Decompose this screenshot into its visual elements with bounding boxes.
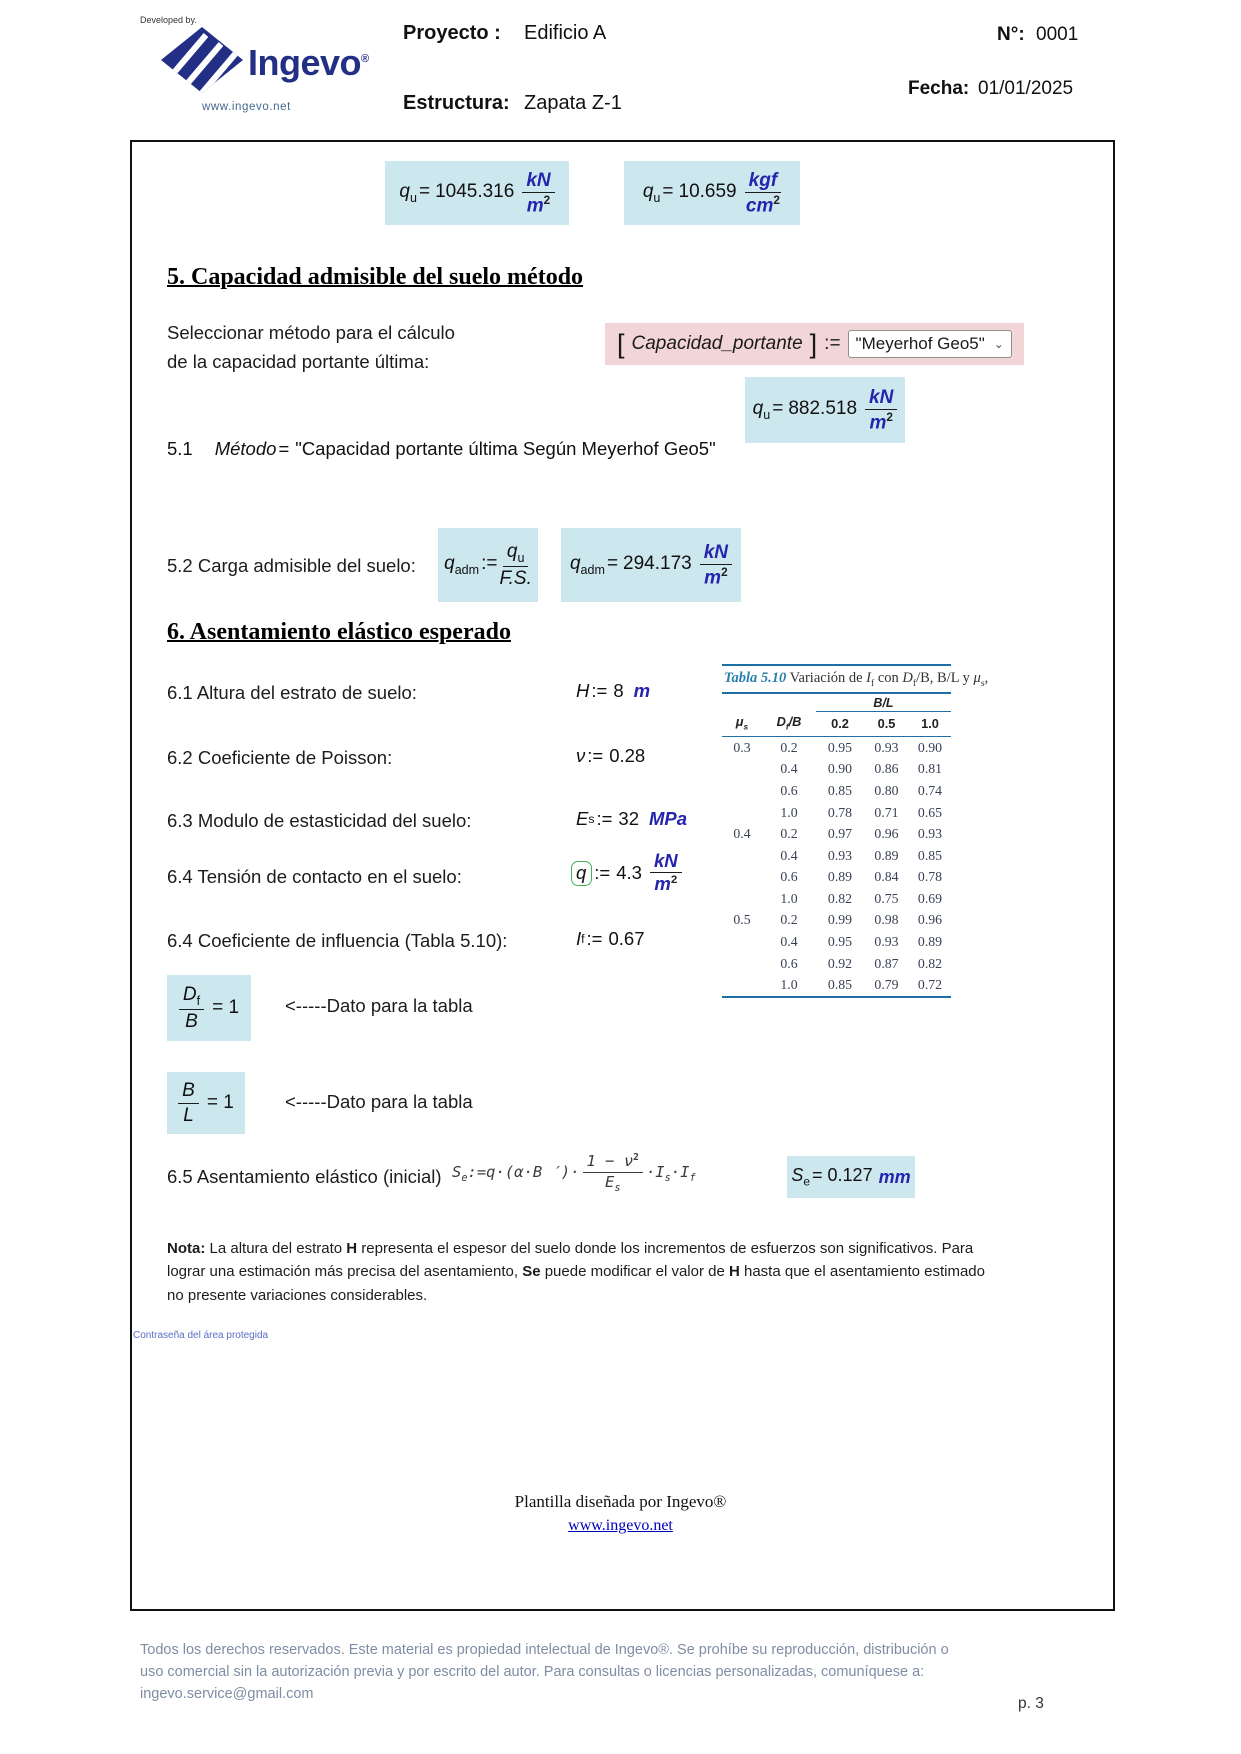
table-cell: 0.97	[827, 826, 853, 842]
table-cell: 0.89	[917, 934, 943, 950]
dfb-fraction: $\frac{D_f}{B}$	[179, 984, 204, 1032]
carga-admisible-label: 5.2 Carga admisible del suelo:	[167, 555, 416, 576]
numero-value: 0001	[1036, 24, 1079, 45]
fecha-label: Fecha:	[908, 78, 970, 99]
qadm-result[interactable]: $q_{adm} = 294.173$ $\frac{kN}{m^2}$	[561, 528, 741, 602]
table-cell: 0.93	[874, 739, 899, 755]
table-cell	[722, 867, 762, 889]
template-credit: Plantilla diseñada por Ingevo®	[514, 1492, 727, 1511]
table-cell: 0.92	[827, 955, 853, 971]
table-cell	[722, 780, 762, 802]
template-credit-link-wrap	[130, 1517, 1111, 1535]
section5-title: 5. Capacidad admisible del suelo método	[167, 264, 584, 290]
table-cell: 0.85	[827, 782, 853, 798]
developed-by-text: Developed by.	[140, 15, 197, 25]
qu-result-kgf[interactable]: $q_u = 10.659$ $\frac{\text{kgf}}{cm^2}$	[624, 161, 800, 225]
es-definition[interactable]: E s := 32 MPa	[576, 808, 688, 829]
table-cell: 0.95	[827, 739, 853, 755]
qadm-definition[interactable]: $q_{adm}$ := $\frac{q_u}{F.S.}$	[438, 528, 538, 602]
capacidad-portante-combo-region[interactable]	[605, 323, 1024, 365]
table-cell: 0.78	[827, 804, 853, 820]
fecha-value: 01/01/2025	[978, 78, 1074, 99]
table-cell: 0.90	[917, 739, 943, 755]
table-row	[722, 910, 951, 932]
if-definition[interactable]: I f := 0.67	[576, 928, 645, 949]
table-cell: 0.93	[827, 847, 853, 863]
table-cell: 0.85	[917, 847, 943, 863]
table-cell: 0.89	[874, 847, 899, 863]
se-symbolic-definition[interactable]: $S_e:=q\cdot(\alpha\cdot B$ ′)· $\frac{1 - \nu^2}{E_s}$ $\cdot I_s\cdot I_f$	[452, 1152, 696, 1195]
qu-result-kn[interactable]: $q_u = 1045.316$ $\frac{kN}{m^2}$	[385, 161, 569, 225]
estructura-value: Zapata Z-1	[524, 92, 622, 114]
bl-fraction: $\frac{B}{L}$	[178, 1080, 199, 1126]
mu-header: $\mu_s$	[722, 711, 762, 736]
table-cell: 0.4	[780, 847, 798, 863]
table-cell: 0.85	[827, 977, 853, 993]
table-cell	[722, 974, 762, 996]
table-cell: 0.96	[917, 912, 943, 928]
footer-line: uso comercial sin la autorización previa y por escrito del autor. Para consultas o licencias personalizadas, comuníquese a:	[140, 1663, 925, 1680]
table-cell: 0.96	[874, 826, 899, 842]
poisson-definition[interactable]: ν := 0.28	[576, 745, 646, 766]
table-cell: 0.93	[917, 826, 943, 842]
table-cell: 0.87	[874, 955, 899, 971]
ingevo-link[interactable]: www.ingevo.net	[568, 1517, 673, 1534]
bracket-open: [	[617, 328, 625, 359]
metodo-definition[interactable]: 5.1 Método = "Capacidad portante última Según Meyerhof Geo5"	[167, 438, 716, 459]
table-cell	[722, 845, 762, 867]
table-cell: 0.82	[917, 955, 943, 971]
ingevo-diamond-logo	[158, 24, 246, 96]
registered-mark: ®	[361, 53, 369, 65]
table-row	[722, 802, 951, 824]
table-cell: 0.5	[733, 912, 751, 928]
dfb-note: <-----Dato para la tabla	[285, 995, 473, 1016]
col-05-header: 0.5	[864, 711, 909, 736]
method-dropdown[interactable]	[848, 330, 1012, 358]
table-cell: 0.6	[780, 782, 798, 798]
dfb-ratio-region[interactable]: $\frac{D_f}{B}$ = 1	[167, 975, 251, 1041]
table-cell: 0.2	[780, 739, 798, 755]
dfb-header: $D_f/B$	[762, 711, 816, 736]
table-cell: 0.79	[874, 977, 899, 993]
method-dropdown-value: "Meyerhof Geo5"	[855, 334, 985, 353]
unit-fraction: $\frac{kN}{m^2}$	[865, 387, 897, 434]
brand-url: www.ingevo.net	[202, 101, 291, 113]
proyecto-value: Edificio A	[524, 22, 607, 44]
copyright-footer	[140, 1640, 1020, 1705]
table-row	[722, 931, 951, 953]
bl-note: <-----Dato para la tabla	[285, 1091, 473, 1112]
table-title: Tabla 5.10 Variación de $I_f$ con $D_f/B$, B/L y $\mu_s$,	[724, 670, 989, 689]
table-cell	[722, 888, 762, 910]
table-cell	[722, 802, 762, 824]
table-cell: 0.4	[780, 761, 798, 777]
assign-operator: :=	[824, 333, 841, 354]
nota-paragraph: Nota: La altura del estrato H representa el espesor del suelo donde los incrementos de esfuerzos son significativos. Para lograr una estimación más precisa del asentamiento, Se puede modificar el valor de H hasta que el asentamiento estimado no presente variaciones considerables.	[167, 1240, 985, 1304]
table-cell: 0.89	[827, 869, 853, 885]
table-cell: 1.0	[780, 890, 798, 906]
unit-fraction: $\frac{\text{kgf}}{cm^2}$	[745, 169, 780, 217]
chevron-down-icon: ⌄	[993, 337, 1004, 351]
qu-fs-fraction: $\frac{q_u}{F.S.}$	[499, 540, 532, 589]
table-cell: 0.82	[827, 890, 853, 906]
table-row	[722, 780, 951, 802]
qu-meyerhof-result[interactable]: $q_u = 882.518$ $\frac{kN}{m^2}$	[745, 377, 905, 443]
table-cell: 0.84	[874, 869, 899, 885]
table-cell	[722, 953, 762, 975]
table-cell: 0.93	[874, 934, 899, 950]
table-cell: 0.65	[917, 804, 943, 820]
protected-area-notice: Contraseña del área protegida	[133, 1330, 269, 1341]
table-row	[722, 823, 951, 845]
table-row	[722, 759, 951, 781]
page-number: p. 3	[1018, 1695, 1044, 1712]
selector-caption-line2: de la capacidad portante última:	[167, 351, 430, 372]
table-cell: 0.69	[917, 890, 943, 906]
estructura-label: Estructura:	[403, 92, 510, 114]
col-02-header: 0.2	[816, 711, 864, 736]
table-cell: 0.95	[827, 934, 853, 950]
table-cell: 0.3	[733, 739, 751, 755]
numero-label: N°:	[997, 24, 1025, 45]
table-cell: 1.0	[780, 977, 798, 993]
table-cell: 0.78	[917, 869, 943, 885]
table-cell: 0.98	[874, 912, 899, 928]
unit-fraction: $\frac{kN}{m^2}$	[650, 851, 682, 896]
col-10-header: 1.0	[909, 711, 951, 736]
table-cell: 0.99	[827, 912, 853, 928]
table-row	[722, 736, 951, 758]
bracket-close: ]	[809, 328, 818, 359]
unit-fraction: $\frac{kN}{m^2}$	[700, 542, 732, 589]
table-cell: 0.2	[780, 826, 798, 842]
table-cell: 0.72	[917, 977, 943, 993]
proyecto-label: Proyecto :	[403, 22, 501, 44]
section6-title: 6. Asentamiento elástico esperado	[167, 619, 511, 645]
table-cell: 0.86	[874, 761, 899, 777]
table-cell	[722, 931, 762, 953]
footer-line: ingevo.service@gmail.com	[140, 1685, 314, 1702]
combo-variable: Capacidad_portante	[631, 333, 803, 354]
r61-label: 6.1 Altura del estrato de suelo:	[167, 682, 417, 703]
tabla-5-10	[722, 664, 989, 998]
table-cell: 0.4	[780, 934, 798, 950]
se-result[interactable]: $S_e = 0.127$ mm	[787, 1156, 915, 1198]
table-bottom-rule	[722, 996, 951, 998]
q-variable-green-outline: q	[571, 861, 592, 886]
table-cell: 0.2	[780, 912, 798, 928]
table-cell: 0.71	[874, 804, 899, 820]
table-cell: 0.80	[874, 782, 899, 798]
table-cell: 0.4	[733, 826, 751, 842]
table-cell: 1.0	[780, 804, 798, 820]
h-definition[interactable]: H := 8 m	[576, 680, 651, 701]
table-cell: 0.74	[917, 782, 943, 798]
q-definition[interactable]: q := 4.3 $\frac{kN}{m^2}$	[571, 848, 682, 898]
table-row	[722, 974, 951, 996]
r64b-label: 6.4 Coeficiente de influencia (Tabla 5.10):	[167, 930, 508, 951]
table-cell: 0.6	[780, 869, 798, 885]
r62-label: 6.2 Coeficiente de Poisson:	[167, 747, 393, 768]
if-values-table	[722, 694, 951, 996]
bl-group-header: B/L	[816, 694, 951, 712]
table-cell: 0.6	[780, 955, 798, 971]
footer-line: Todos los derechos reservados. Este material es propiedad intelectual de Ingevo®. Se prohíbe su reproducción, distribución o	[140, 1642, 949, 1658]
table-cell: 0.90	[827, 761, 853, 777]
elastic-fraction: $\frac{1 - \nu^2}{E_s}$	[583, 1153, 643, 1194]
selector-caption-line1: Seleccionar método para el cálculo	[167, 322, 455, 343]
table-row	[722, 953, 951, 975]
table-cell: 0.75	[874, 890, 899, 906]
table-cell: 0.81	[917, 761, 943, 777]
r64-label: 6.4 Tensión de contacto en el suelo:	[167, 866, 462, 887]
r63-label: 6.3 Modulo de estasticidad del suelo:	[167, 810, 472, 831]
unit-fraction: $\frac{kN}{m^2}$	[522, 170, 554, 217]
table-row	[722, 845, 951, 867]
table-cell	[722, 759, 762, 781]
brand-wordmark: Ingevo®	[248, 42, 369, 83]
r65-label: 6.5 Asentamiento elástico (inicial)	[167, 1166, 442, 1187]
bl-ratio-region[interactable]: $\frac{B}{L}$ = 1	[167, 1072, 245, 1134]
table-row	[722, 867, 951, 889]
table-row	[722, 888, 951, 910]
